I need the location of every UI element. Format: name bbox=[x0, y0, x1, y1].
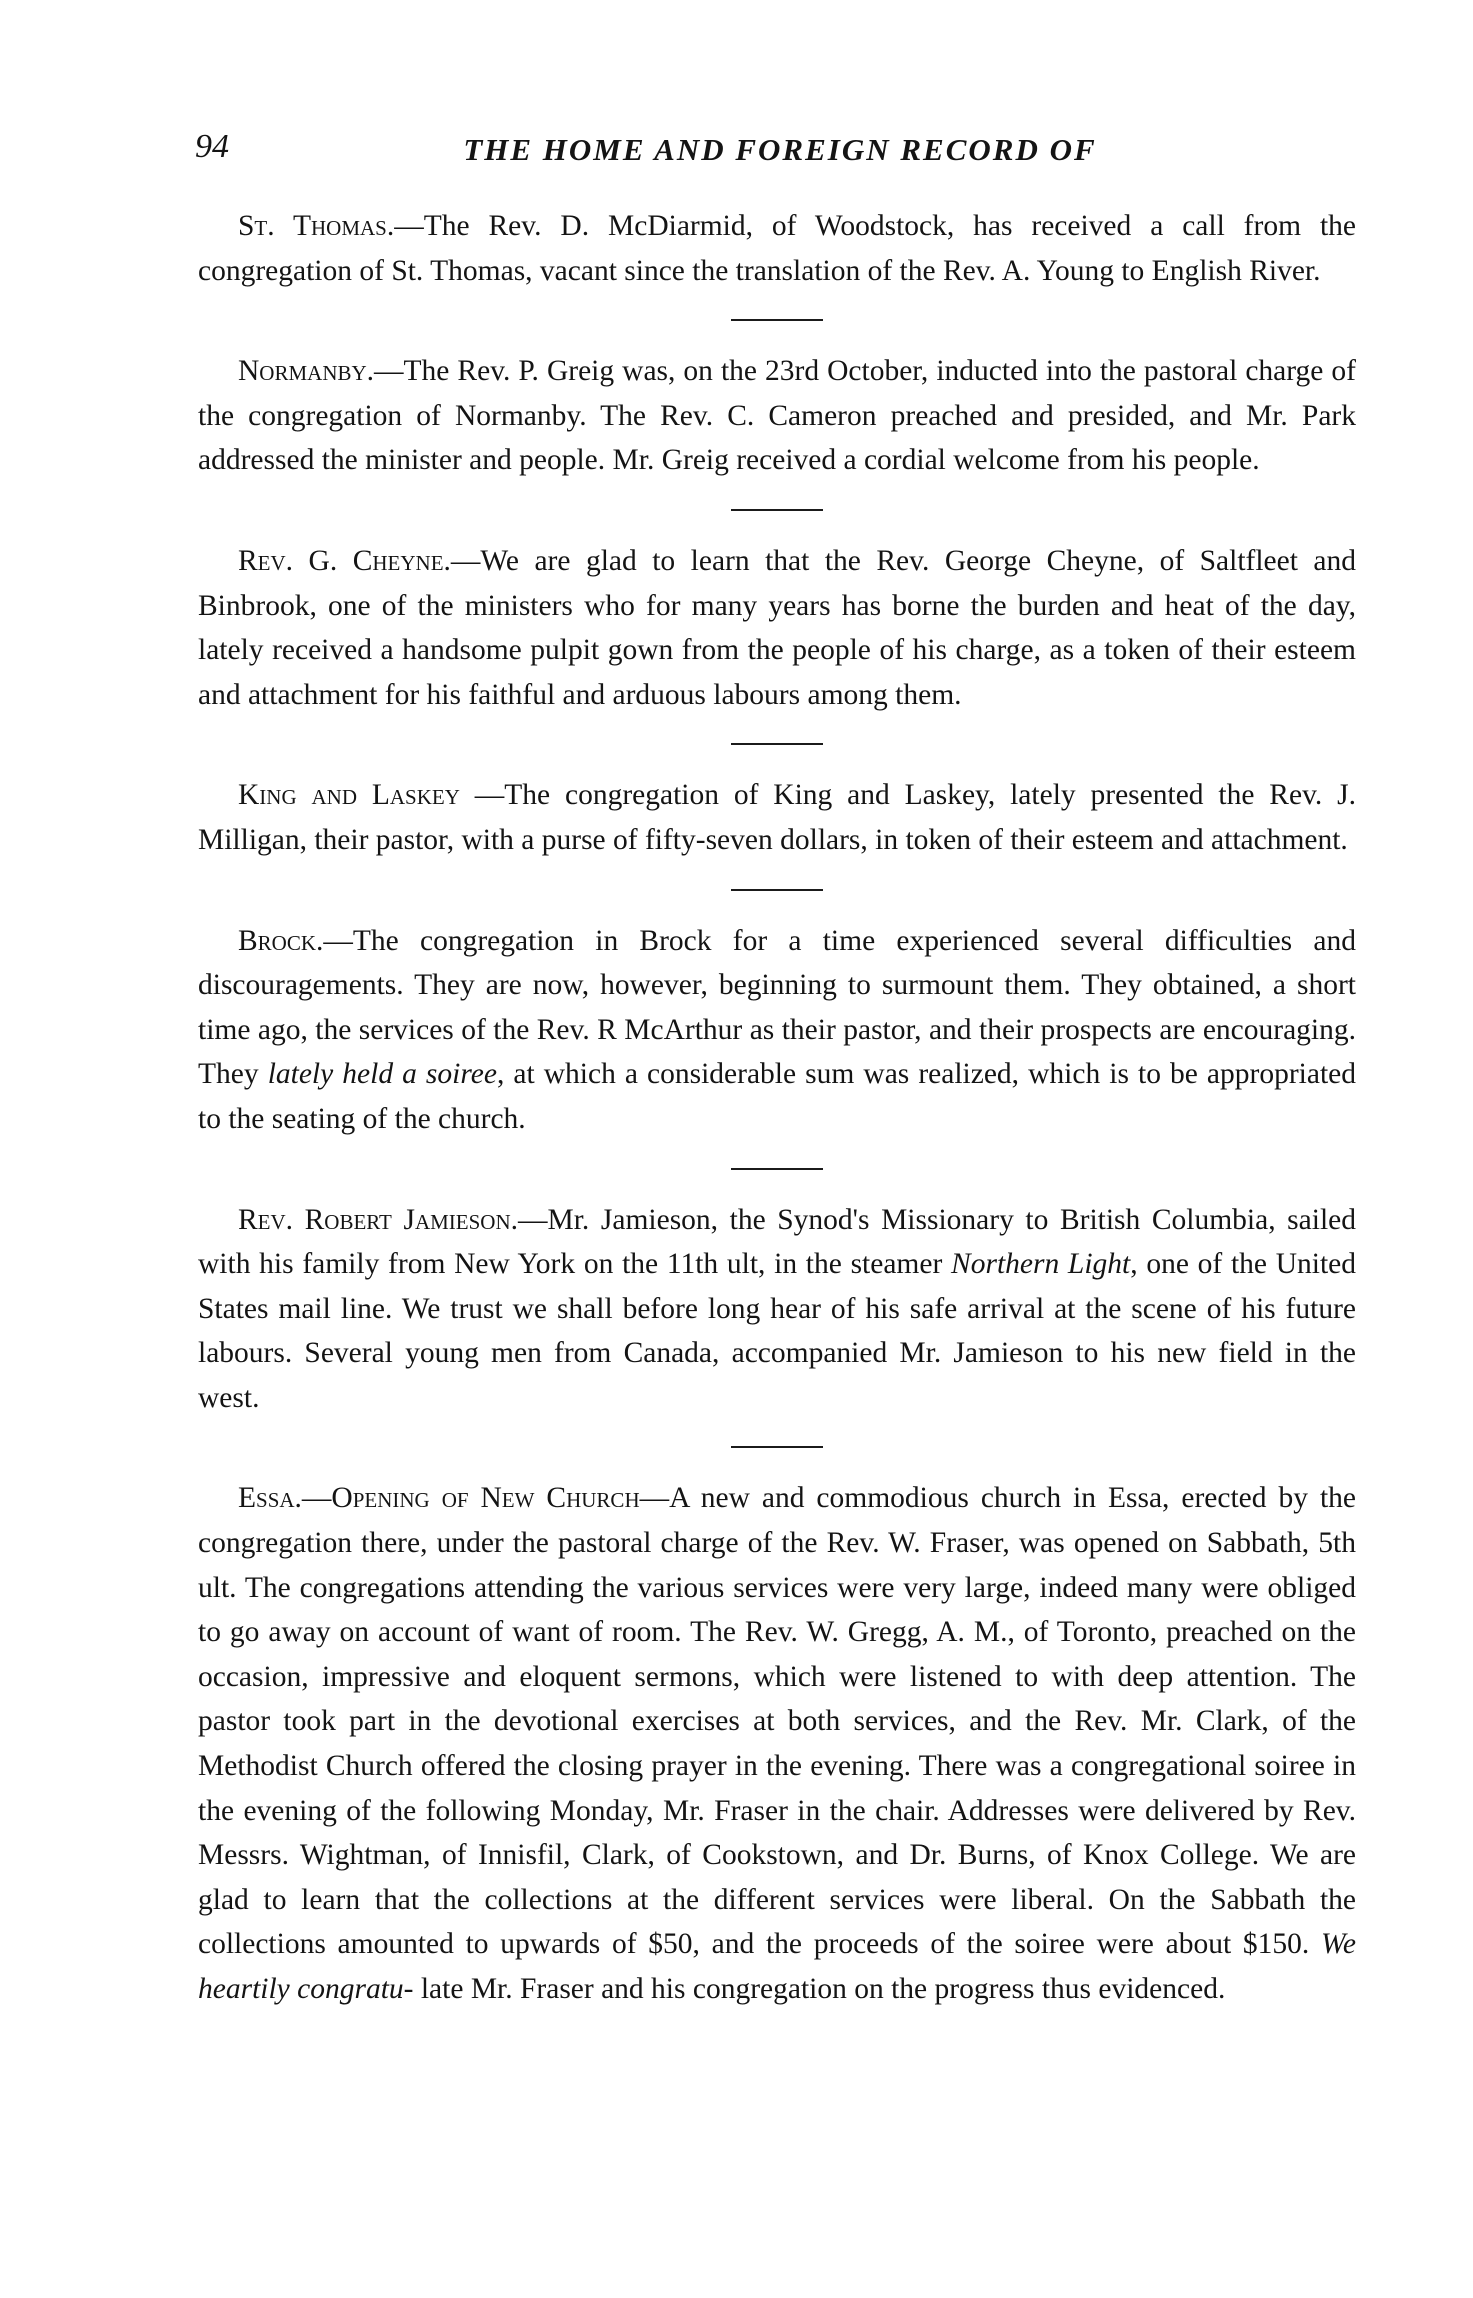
article-text: —The Rev. D. McDiarmid, of Woodstock, has received a call from the congregation of St. Thomas, vacant since the translation of the Rev. A. Young to English River. bbox=[198, 210, 1356, 287]
section-divider bbox=[731, 1446, 823, 1448]
article-heading: Rev. G. Cheyne. bbox=[238, 544, 451, 577]
article-king-and-laskey bbox=[198, 773, 1356, 862]
article-text: , at which a considerable sum was realized, which is to be appropriated to the seating of the church. bbox=[198, 1058, 1356, 1135]
article-text: —We are glad to learn that the Rev. George Cheyne, of Saltfleet and Binbrook, one of the ministers who for many years has borne the burden and heat of the day, lately received a handsome pulpit gown from the people of his charge, as a token of their esteem and attachment for his faithful and arduous labours among them. bbox=[198, 544, 1356, 711]
running-head: THE HOME AND FOREIGN RECORD OF bbox=[463, 132, 1097, 167]
article-brock bbox=[198, 919, 1356, 1142]
article-rev-g-cheyne bbox=[198, 539, 1356, 717]
article-heading: St. Thomas. bbox=[238, 210, 395, 242]
page-number: 94 bbox=[195, 128, 229, 165]
article-text: —The Rev. P. Greig was, on the 23rd October, inducted into the pastoral charge of the congregation of Normanby. The Rev. C. Cameron preached and presided, and Mr. Park addressed the minister and people. Mr. Greig received a cordial welcome from his people. bbox=[198, 355, 1356, 477]
article-heading: Essa.—Opening of New Church bbox=[238, 1482, 640, 1515]
page-header bbox=[195, 128, 1365, 178]
article-italic-text: We heartily congratu- bbox=[198, 1928, 1356, 2005]
article-text: —The congregation in Brock for a time experienced several difficulties and discouragements. They are now, however, beginning to surmount them. They obtained, a short time ago, the services of the Rev. R McArthur as their pastor, and their prospects are encouraging. They bbox=[198, 924, 1356, 1091]
article-text: —A new and commodious church in Essa, erected by the congregation there, under the pastoral charge of the Rev. W. Fraser, was opened on Sabbath, 5th ult. The congregations attending the various services were very large, indeed many were obliged to go away on account of want of room. The Rev. W. Gregg, A. M., of Toronto, preached on the occasion, impressive and eloquent sermons, which were listened to with deep attention. The pastor took part in the devotional exercises at both services, and the Rev. Mr. Clark, of the Methodist Church offered the closing prayer in the evening. There was a congregational soiree in the evening of the following Monday, Mr. Fraser in the chair. Addresses were delivered by Rev. Messrs. Wightman, of Innisfil, Clark, of Cookstown, and Dr. Burns, of Knox College. We are glad to learn that the collections at the different services were liberal. On the Sabbath the collections amounted to upwards of $50, and the proceeds of the soiree were about $150. bbox=[198, 1482, 1356, 1961]
section-divider bbox=[731, 1168, 823, 1170]
article-heading: Brock. bbox=[238, 924, 324, 957]
section-divider bbox=[731, 743, 823, 745]
section-divider bbox=[731, 319, 823, 321]
article-text: , one of the United States mail line. We trust we shall before long hear of his safe arrival at the scene of his future labours. Several young men from Canada, accompanied Mr. Jamieson to his new field in the west. bbox=[198, 1248, 1356, 1414]
page-body bbox=[198, 204, 1356, 2012]
article-italic-text: Northern Light bbox=[951, 1248, 1131, 1281]
article-italic-text: lately held a soiree bbox=[267, 1058, 497, 1091]
article-heading: Rev. Robert Jamieson. bbox=[238, 1203, 518, 1236]
article-heading: Normanby. bbox=[238, 355, 375, 388]
section-divider bbox=[731, 889, 823, 891]
article-text: —Mr. Jamieson, the Synod's Missionary to British Columbia, sailed with his family from New York on the 11th ult, in the steamer bbox=[198, 1203, 1356, 1281]
article-rev-robert-jamieson bbox=[198, 1198, 1356, 1421]
section-divider bbox=[731, 509, 823, 511]
article-st-thomas bbox=[198, 204, 1356, 293]
article-text: late Mr. Fraser and his congregation on the progress thus evidenced. bbox=[420, 1973, 1226, 2005]
article-normanby bbox=[198, 349, 1356, 483]
article-text: —The congregation of King and Laskey, lately presented the Rev. J. Milligan, their pastor, with a purse of fifty-seven dollars, in token of their esteem and attachment. bbox=[198, 779, 1356, 856]
article-heading: King and Laskey bbox=[238, 779, 460, 812]
article-essa-new-church bbox=[198, 1476, 1356, 2011]
